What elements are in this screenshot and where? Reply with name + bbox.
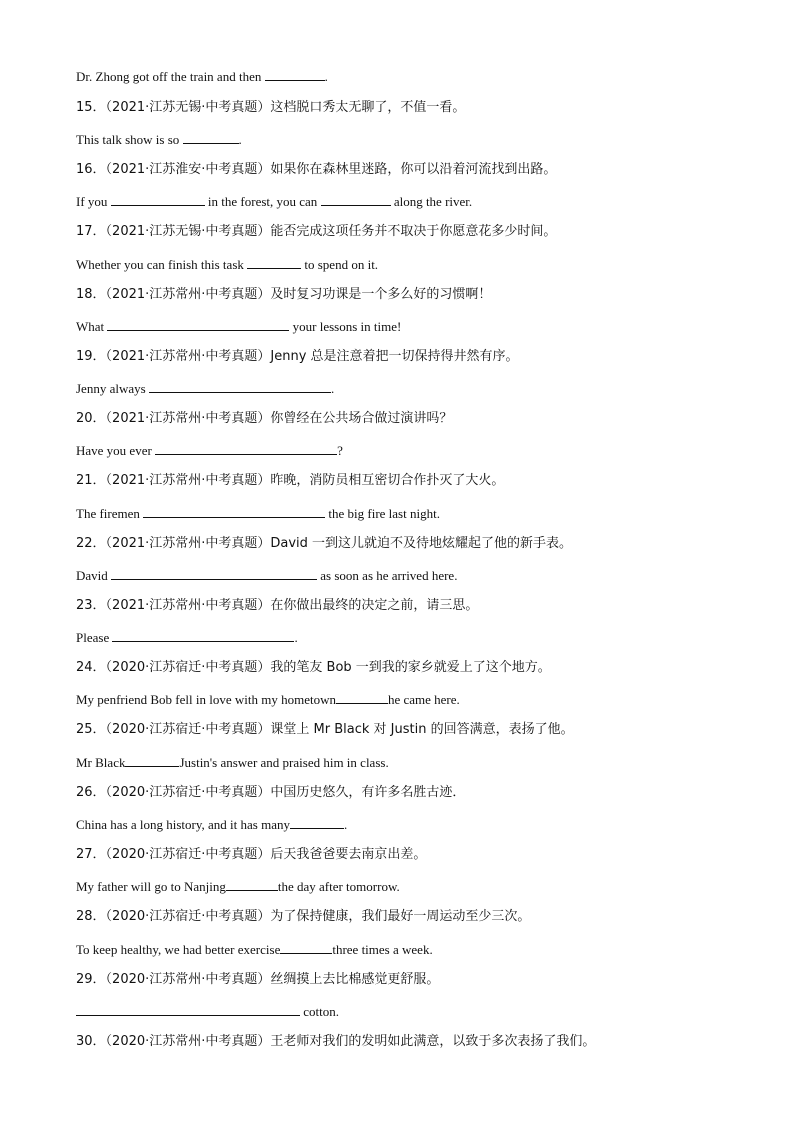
question-25 — [76, 722, 574, 738]
answer-line-25 — [76, 754, 389, 771]
answer-line-16 — [76, 193, 472, 210]
question-text: 22．（2021·江苏常州·中考真题）David 一到这儿就迫不及待地炫耀起了他的新手表。 — [76, 536, 573, 551]
line-text: . — [324, 69, 328, 84]
line-text: . — [294, 630, 298, 645]
line-text: To keep healthy, we had better exercise — [76, 942, 281, 957]
question-text: 17．（2021·江苏无锡·中考真题）能否完成这项任务并不取决于你愿意花多少时间。 — [76, 224, 557, 239]
question-24 — [76, 660, 551, 676]
line-text: If you — [76, 194, 111, 209]
question-21 — [76, 473, 504, 489]
line-text: Justin's answer and praised him in class. — [179, 755, 389, 770]
question-text: 27．（2020·江苏宿迁·中考真题）后天我爸爸要去南京出差。 — [76, 847, 427, 862]
answer-blank[interactable] — [321, 193, 391, 206]
line-text: in the forest, you can — [204, 194, 321, 209]
line-text: he came here. — [387, 692, 460, 707]
line-text: three times a week. — [332, 942, 433, 957]
line-text: cotton. — [300, 1004, 339, 1019]
answer-blank[interactable] — [226, 878, 278, 891]
answer-line-27 — [76, 878, 400, 895]
question-text: 26．（2020·江苏宿迁·中考真题）中国历史悠久，有许多名胜古迹． — [76, 785, 466, 800]
answer-line-22 — [76, 567, 457, 584]
answer-blank[interactable] — [143, 505, 325, 518]
answer-blank[interactable] — [265, 68, 325, 81]
line-text: as soon as he arrived here. — [317, 568, 458, 583]
question-text: 16．（2021·江苏淮安·中考真题）如果你在森林里迷路，你可以沿着河流找到出路。 — [76, 162, 557, 177]
question-text: 23．（2021·江苏常州·中考真题）在你做出最终的决定之前，请三思。 — [76, 598, 479, 613]
answer-line-14 — [76, 68, 328, 85]
question-text: 18．（2021·江苏常州·中考真题）及时复习功课是一个多么好的习惯啊！ — [76, 287, 492, 302]
line-text: David — [76, 568, 112, 583]
answer-line-26 — [76, 816, 347, 833]
line-text: Have you ever — [76, 443, 156, 458]
line-text: Whether you can finish this task — [76, 257, 248, 272]
answer-line-24 — [76, 691, 460, 708]
line-text: The firemen — [76, 506, 144, 521]
line-text: What — [76, 319, 108, 334]
question-26 — [76, 785, 465, 801]
line-text: . — [330, 381, 335, 396]
question-text: 29．（2020·江苏常州·中考真题）丝绸摸上去比棉感觉更舒服。 — [76, 972, 440, 987]
line-text: along the river. — [390, 194, 473, 209]
line-text: your lessons in time! — [289, 319, 402, 334]
answer-blank[interactable] — [149, 380, 331, 393]
question-text: 19．（2021·江苏常州·中考真题）Jenny 总是注意着把一切保持得井然有序。 — [76, 349, 519, 364]
line-text: the day after tomorrow. — [277, 879, 400, 894]
answer-blank[interactable] — [76, 1003, 300, 1016]
line-text: Please — [76, 630, 113, 645]
question-27 — [76, 847, 426, 863]
line-text: Dr. Zhong got off the train and then — [76, 69, 265, 84]
answer-blank[interactable] — [247, 256, 301, 269]
answer-line-28 — [76, 941, 433, 958]
question-18 — [76, 287, 491, 303]
question-text: 30．（2020·江苏常州·中考真题）王老师对我们的发明如此满意，以致于多次表扬了我们。 — [76, 1034, 596, 1049]
answer-line-17 — [76, 256, 378, 273]
answer-blank[interactable] — [155, 442, 337, 455]
answer-line-21 — [76, 505, 440, 522]
line-text: Jenny always — [76, 381, 149, 396]
line-text: . — [238, 132, 242, 147]
line-text: . — [344, 817, 348, 832]
question-23 — [76, 598, 478, 614]
question-text: 15．（2021·江苏无锡·中考真题）这档脱口秀太无聊了，不值一看。 — [76, 100, 466, 115]
question-28 — [76, 909, 530, 925]
line-text: China has a long history, and it has many — [76, 817, 290, 832]
line-text: ? — [337, 443, 343, 458]
question-22 — [76, 536, 572, 552]
question-29 — [76, 972, 439, 988]
question-text: 20．（2021·江苏常州·中考真题）你曾经在公共场合做过演讲吗？ — [76, 411, 453, 426]
answer-blank[interactable] — [290, 816, 344, 829]
line-text: to spend on it. — [301, 257, 379, 272]
question-text: 24．（2020·江苏宿迁·中考真题）我的笔友 Bob 一到我的家乡就爱上了这个地方。 — [76, 660, 551, 675]
answer-blank[interactable] — [111, 567, 317, 580]
question-17 — [76, 224, 556, 240]
answer-blank[interactable] — [125, 754, 179, 767]
answer-line-29 — [76, 1003, 339, 1020]
answer-blank[interactable] — [336, 691, 388, 704]
answer-line-19 — [76, 380, 334, 397]
line-text: My father will go to Nanjing — [76, 879, 226, 894]
answer-blank[interactable] — [112, 629, 294, 642]
question-30 — [76, 1034, 595, 1050]
answer-blank[interactable] — [107, 318, 289, 331]
question-20 — [76, 411, 452, 427]
question-text: 21．（2021·江苏常州·中考真题）昨晚，消防员相互密切合作扑灭了大火。 — [76, 473, 505, 488]
answer-blank[interactable] — [183, 131, 239, 144]
line-text: This talk show is so — [76, 132, 183, 147]
line-text: the big fire last night. — [325, 506, 440, 521]
line-text: Mr Black — [76, 755, 126, 770]
answer-blank[interactable] — [280, 941, 332, 954]
question-text: 28．（2020·江苏宿迁·中考真题）为了保持健康，我们最好一周运动至少三次。 — [76, 909, 531, 924]
line-text: My penfriend Bob fell in love with my hometown — [76, 692, 336, 707]
answer-line-20 — [76, 442, 343, 459]
question-16 — [76, 162, 556, 178]
answer-line-23 — [76, 629, 298, 646]
answer-blank[interactable] — [111, 193, 205, 206]
question-15 — [76, 100, 465, 116]
question-text: 25．（2020·江苏宿迁·中考真题）课堂上 Mr Black 对 Justin 的回答满意，表扬了他。 — [76, 722, 574, 737]
answer-line-18 — [76, 318, 401, 335]
question-19 — [76, 349, 519, 365]
answer-line-15 — [76, 131, 242, 148]
